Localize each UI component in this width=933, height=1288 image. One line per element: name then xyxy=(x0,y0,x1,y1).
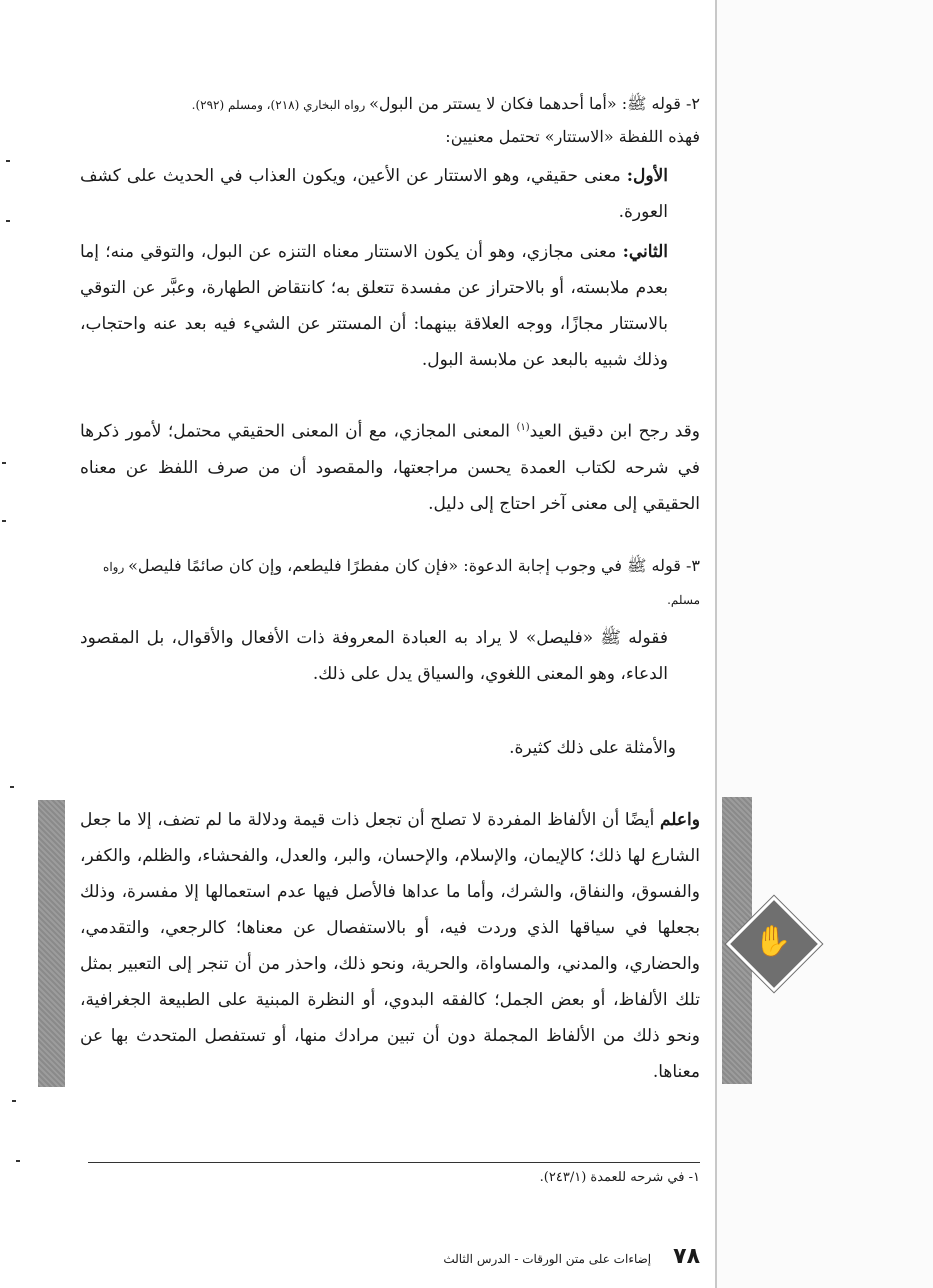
ibn-daqiq-text-before: وقد رجح ابن دقيق العيد xyxy=(529,421,700,442)
item-2-intro: فهذه اللفظة «الاستتار» تحتمل معنيين: xyxy=(445,127,700,146)
ibn-daqiq-text-after: المعنى المجازي، مع أن المعنى الحقيقي محتمل؛ لأمور ذكرها في شرحه لكتاب العمدة يحسن مراجعتها، والمقصود أن من صرف اللفظ عن معناه الحقيقي إلى معنى آخر احتاج إلى دليل. xyxy=(80,421,700,514)
note-paragraph xyxy=(80,802,700,1090)
second-meaning-label: الثاني: xyxy=(622,242,668,262)
item-3-section xyxy=(80,550,700,616)
margin-mark xyxy=(2,520,6,522)
margin-mark xyxy=(2,462,6,464)
item-3-explanation: فقوله ﷺ «فليصل» لا يراد به العبادة المعروفة ذات الأفعال والأقوال، بل المقصود الدعاء، وهو المعنى اللغوي، والسياق يدل على ذلك. xyxy=(80,628,668,684)
note-text: أيضًا أن الألفاظ المفردة لا تصلح أن تجعل ذات قيمة ودلالة ما لم تضف، إلا ما جعل الشارع لها ذلك؛ كالإيمان، والإسلام، والإحسان، والبر، والعدل، والفحشاء، والظلم، والكفر، والفسوق، والنفاق، والشرك، وأما ما عداها فالأصل فيها عدم استعمالها إلا مفسرة، وذلك بجعلها في سياقها الذي وردت فيه، أو بالاستفصال عن معناها؛ كالرجعي، والتقدمي، والحضاري، والمدني، والمساواة، والحرية، ونحو ذلك، واحذر من أن تنجر إلى التعبير بمثل تلك الألفاظ، أو بعض الجمل؛ كالفقه البدوي، أو النظرة المبنية على الطبيعة الجغرافية، ونحو ذلك من الألفاظ المجملة دون أن تبين مرادك منها، أو تستفصل المتحدث بها عن معناها. xyxy=(80,810,700,1082)
item-2-heading-text: ٢- قوله ﷺ: «أما أحدهما فكان لا يستتر من البول» xyxy=(369,94,700,113)
item-3-explanation-block xyxy=(80,620,668,692)
item-3-reference: رواه مسلم. xyxy=(103,560,700,607)
page-edge-shade xyxy=(717,0,933,1288)
ibn-daqiq-paragraph xyxy=(80,410,700,522)
first-meaning xyxy=(80,158,668,230)
item-3-heading xyxy=(80,550,700,616)
note-label: واعلم xyxy=(659,810,700,830)
item-2-heading xyxy=(80,88,700,121)
margin-mark xyxy=(10,786,14,788)
first-meaning-label: الأول: xyxy=(626,166,668,186)
margin-mark xyxy=(12,1100,16,1102)
margin-mark xyxy=(16,1160,20,1162)
footnote: ١- في شرحه للعمدة (٢٤٣/١). xyxy=(539,1170,700,1185)
raised-hand-icon: ✋ xyxy=(754,924,792,959)
note-left-bar xyxy=(38,800,65,1087)
second-meaning-text: معنى مجازي، وهو أن يكون الاستتار معناه التنزه عن البول، والتوقي منه؛ إما بعدم ملابسته، أو بالاحتراز عن مفسدة تتعلق به؛ كانتقاض الطهارة، وعبَّر عن التوقي بالاستتار مجازًا، ووجه العلاقة بينهما: أن المستتر عن الشيء فيه بعد عنه واحتجاب، وذلك شبيه بالبعد عن ملابسة البول. xyxy=(80,242,668,370)
note-block xyxy=(80,802,700,1090)
examples-note-block xyxy=(80,730,676,766)
running-title: إضاءات على متن الورقات - الدرس الثالث xyxy=(443,1252,652,1266)
margin-mark xyxy=(6,220,10,222)
footnote-separator xyxy=(88,1162,700,1163)
item-2-meanings xyxy=(80,158,668,378)
examples-note: والأمثلة على ذلك كثيرة. xyxy=(509,738,676,758)
item-2-section xyxy=(80,88,700,153)
margin-mark xyxy=(6,160,10,162)
ibn-daqiq-paragraph-block xyxy=(80,410,700,522)
page-footer xyxy=(420,1244,700,1269)
item-3-heading-text: ٣- قوله ﷺ في وجوب إجابة الدعوة: «فإن كان مفطرًا فليطعم، وإن كان صائمًا فليصل» xyxy=(128,556,700,575)
footnote-marker[interactable]: (١) xyxy=(516,422,530,433)
second-meaning xyxy=(80,234,668,378)
page-number: ٧٨ xyxy=(673,1244,700,1269)
item-2-reference: رواه البخاري (٢١٨)، ومسلم (٢٩٢). xyxy=(191,98,370,112)
first-meaning-text: معنى حقيقي، وهو الاستتار عن الأعين، ويكون العذاب في الحديث على كشف العورة. xyxy=(80,166,668,222)
